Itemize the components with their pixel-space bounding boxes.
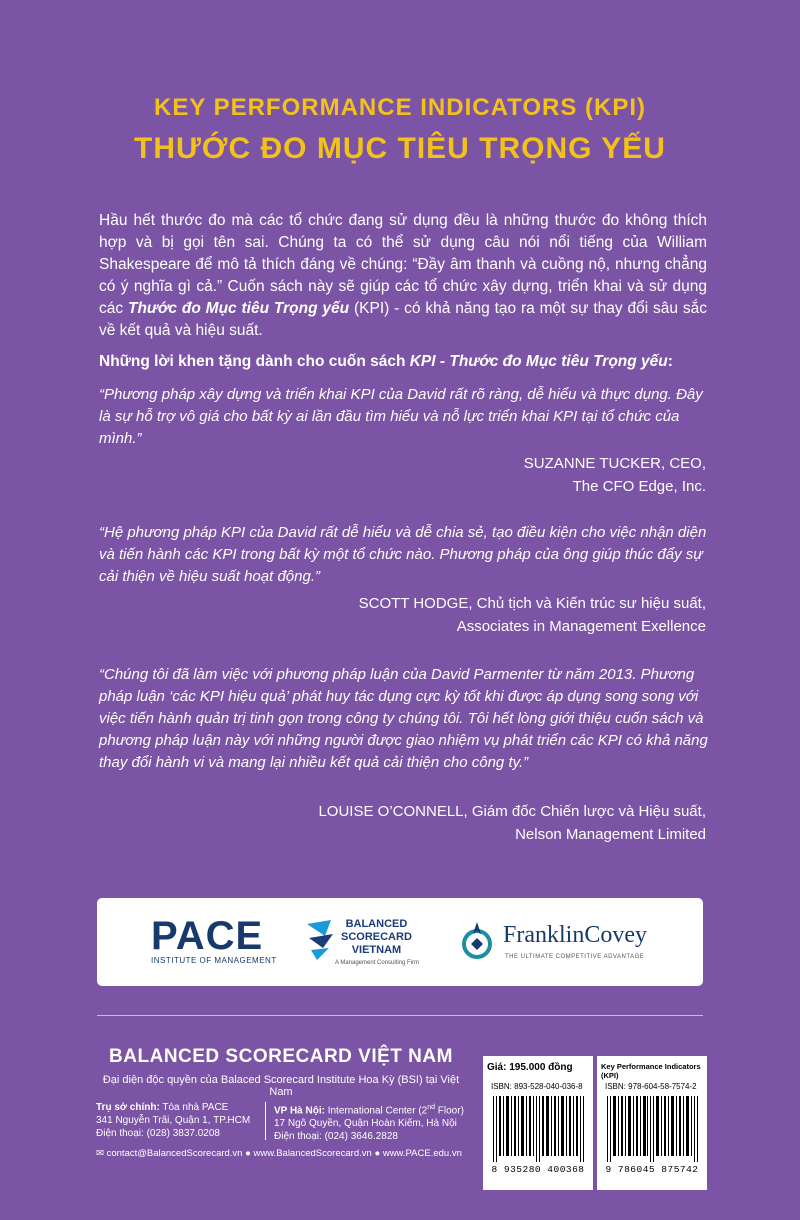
testimonial-org-2: Associates in Management Exellence bbox=[456, 618, 706, 635]
testimonial-quote-3: “Chúng tôi đã làm việc với phương pháp luận của David Parmenter từ năm 2013. Phương pháp luận ‘các KPI hiệu quả’ phát huy tác dụng cực kỳ tốt khi được áp dụng song song với việc tiến hành quản trị tinh gọn trong công ty chúng tôi. Tôi hết lòng giới thiệu cuốn sách và phương pháp luận này với những người được giao nhiệm vụ phát triển các KPI có khả năng thay đổi hành vi và mang lại nhiều kết quả cải thiện cho công ty.” bbox=[99, 666, 708, 771]
globe-icon: ● bbox=[374, 1148, 381, 1159]
contact-email: contact@BalancedScorecard.vn bbox=[106, 1148, 243, 1159]
intro-emphasis: Thước đo Mục tiêu Trọng yếu bbox=[127, 300, 350, 317]
isbn-box-isbn: ISBN: 978-604-58-7574-2 bbox=[605, 1082, 697, 1091]
bsc-vietnam-logo bbox=[303, 916, 443, 970]
hanoi-line-1b: Floor) bbox=[435, 1105, 464, 1117]
contact-line bbox=[96, 1148, 476, 1159]
price-barcode-box bbox=[483, 1056, 593, 1190]
testimonial-org-1: The CFO Edge, Inc. bbox=[572, 478, 706, 495]
barcode-number-1: 8 935280 400368 bbox=[491, 1164, 585, 1175]
praise-lead: Những lời khen tặng dành cho cuốn sách bbox=[99, 353, 410, 370]
testimonial-name-3: LOUISE O’CONNELL, Giám đốc Chiến lược và Hiệu suất, bbox=[318, 803, 706, 820]
hanoi-line-3: Điện thoại: (024) 3646.2828 bbox=[274, 1131, 398, 1143]
globe-icon: ● bbox=[245, 1148, 251, 1159]
bsc-logo-line-1: BALANCED bbox=[345, 918, 408, 930]
intro-text-1: Hầu hết thước đo mà các tổ chức đang sử dụng đều là những thước đo không thích hợp và bị gọi tên sai. Chúng ta có thể sử dụng câu nói nổi tiếng của William Shakespeare để mô tả thích đáng về chúng: “Đầy âm thanh và cuồng nộ, nhưng chẳng có ý nghĩa gì cả.” Cuốn sách này sẽ giúp các tổ chức xây dựng, triển khai và sử dụng các bbox=[99, 212, 707, 317]
mail-icon: ✉ bbox=[96, 1148, 104, 1159]
testimonial-attribution-1 bbox=[186, 452, 706, 498]
isbn-box-title: Key Performance Indicators (KPI) bbox=[601, 1062, 701, 1080]
franklin-covey-name: FranklinCovey bbox=[503, 922, 647, 948]
address-separator bbox=[265, 1102, 266, 1140]
intro-text-2: (KPI) - có khả năng tạo ra một sự thay đổi sâu sắc về kết quả và hiệu suất. bbox=[99, 300, 707, 339]
contact-web-bsc: www.BalancedScorecard.vn bbox=[253, 1148, 372, 1159]
hanoi-line-1a: International Center (2 bbox=[324, 1105, 428, 1117]
price-label: Giá: 195.000 đồng bbox=[487, 1062, 573, 1073]
hanoi-line-2: 17 Ngô Quyền, Quận Hoàn Kiếm, Hà Nội bbox=[274, 1118, 457, 1130]
hanoi-label: VP Hà Nội: bbox=[274, 1105, 325, 1117]
hq-line-2: 341 Nguyễn Trãi, Quận 1, TP.HCM bbox=[96, 1115, 251, 1126]
praise-heading bbox=[99, 351, 707, 373]
hq-line-1: Tòa nhà PACE bbox=[159, 1102, 229, 1113]
hanoi-address bbox=[274, 1101, 464, 1143]
bsc-logo-line-2: SCORECARD bbox=[341, 931, 412, 943]
isbn-barcode-box bbox=[597, 1056, 707, 1190]
testimonial-attribution-3 bbox=[186, 800, 706, 846]
bsc-mark-icon bbox=[303, 918, 337, 962]
publisher-tagline: Đại diện độc quyền của Balaced Scorecard Institute Hoa Kỳ (BSI) tại Việt Nam bbox=[102, 1074, 460, 1098]
bsc-logo-text bbox=[341, 918, 412, 957]
hq-line-3: Điện thoại: (028) 3837.0208 bbox=[96, 1128, 220, 1139]
barcode-2 bbox=[605, 1096, 699, 1162]
testimonial-attribution-2 bbox=[186, 592, 706, 638]
praise-book-title: KPI - Thước đo Mục tiêu Trọng yếu bbox=[409, 353, 668, 370]
contact-web-pace: www.PACE.edu.vn bbox=[382, 1148, 462, 1159]
title-line-2: THƯỚC ĐO MỤC TIÊU TRỌNG YẾU bbox=[134, 132, 666, 165]
testimonial-name-1: SUZANNE TUCKER, CEO, bbox=[523, 455, 706, 472]
franklin-covey-logo bbox=[457, 920, 687, 970]
bsc-logo-line-3: VIETNAM bbox=[351, 944, 402, 956]
hq-label: Trụ sở chính: bbox=[96, 1102, 160, 1113]
compass-icon bbox=[457, 920, 497, 964]
pace-logo-sub: INSTITUTE OF MANAGEMENT bbox=[151, 956, 277, 965]
publisher-name: BALANCED SCORECARD VIỆT NAM bbox=[109, 1046, 453, 1067]
price-isbn: ISBN: 893-528-040-036-8 bbox=[491, 1082, 583, 1091]
barcode-1 bbox=[491, 1096, 585, 1162]
hq-address bbox=[96, 1101, 250, 1140]
pace-logo bbox=[151, 916, 277, 965]
barcode-number-2: 9 786045 875742 bbox=[605, 1164, 699, 1175]
intro-paragraph bbox=[99, 210, 707, 342]
praise-end: : bbox=[667, 353, 673, 370]
bsc-logo-sub: A Management Consulting Firm bbox=[335, 960, 420, 966]
footer-divider bbox=[97, 1015, 703, 1016]
franklin-covey-sub: THE ULTIMATE COMPETITIVE ADVANTAGE bbox=[505, 954, 645, 960]
testimonial-quote-2: “Hệ phương pháp KPI của David rất dễ hiểu và dễ chia sẻ, tạo điều kiện cho việc nhận diện và tiến hành các KPI trong bất kỳ một tổ chức nào. Phương pháp của ông giúp thúc đẩy sự cải thiện về hiệu suất hoạt động.” bbox=[99, 524, 707, 585]
title-line-1: KEY PERFORMANCE INDICATORS (KPI) bbox=[153, 94, 647, 121]
testimonial-org-3: Nelson Management Limited bbox=[515, 826, 706, 843]
partner-logo-bar bbox=[97, 898, 703, 986]
hanoi-sup: nd bbox=[427, 1104, 436, 1111]
testimonial-quote-1: “Phương pháp xây dựng và triển khai KPI của David rất rõ ràng, dễ hiểu và thực dụng. Đây là sự hỗ trợ vô giá cho bất kỳ ai lần đầu tìm hiểu và nỗ lực triển khai KPI tại tổ chức của mình.” bbox=[99, 386, 703, 447]
pace-logo-name: PACE bbox=[151, 914, 264, 958]
testimonial-name-2: SCOTT HODGE, Chủ tịch và Kiến trúc sư hiệu suất, bbox=[358, 595, 706, 612]
